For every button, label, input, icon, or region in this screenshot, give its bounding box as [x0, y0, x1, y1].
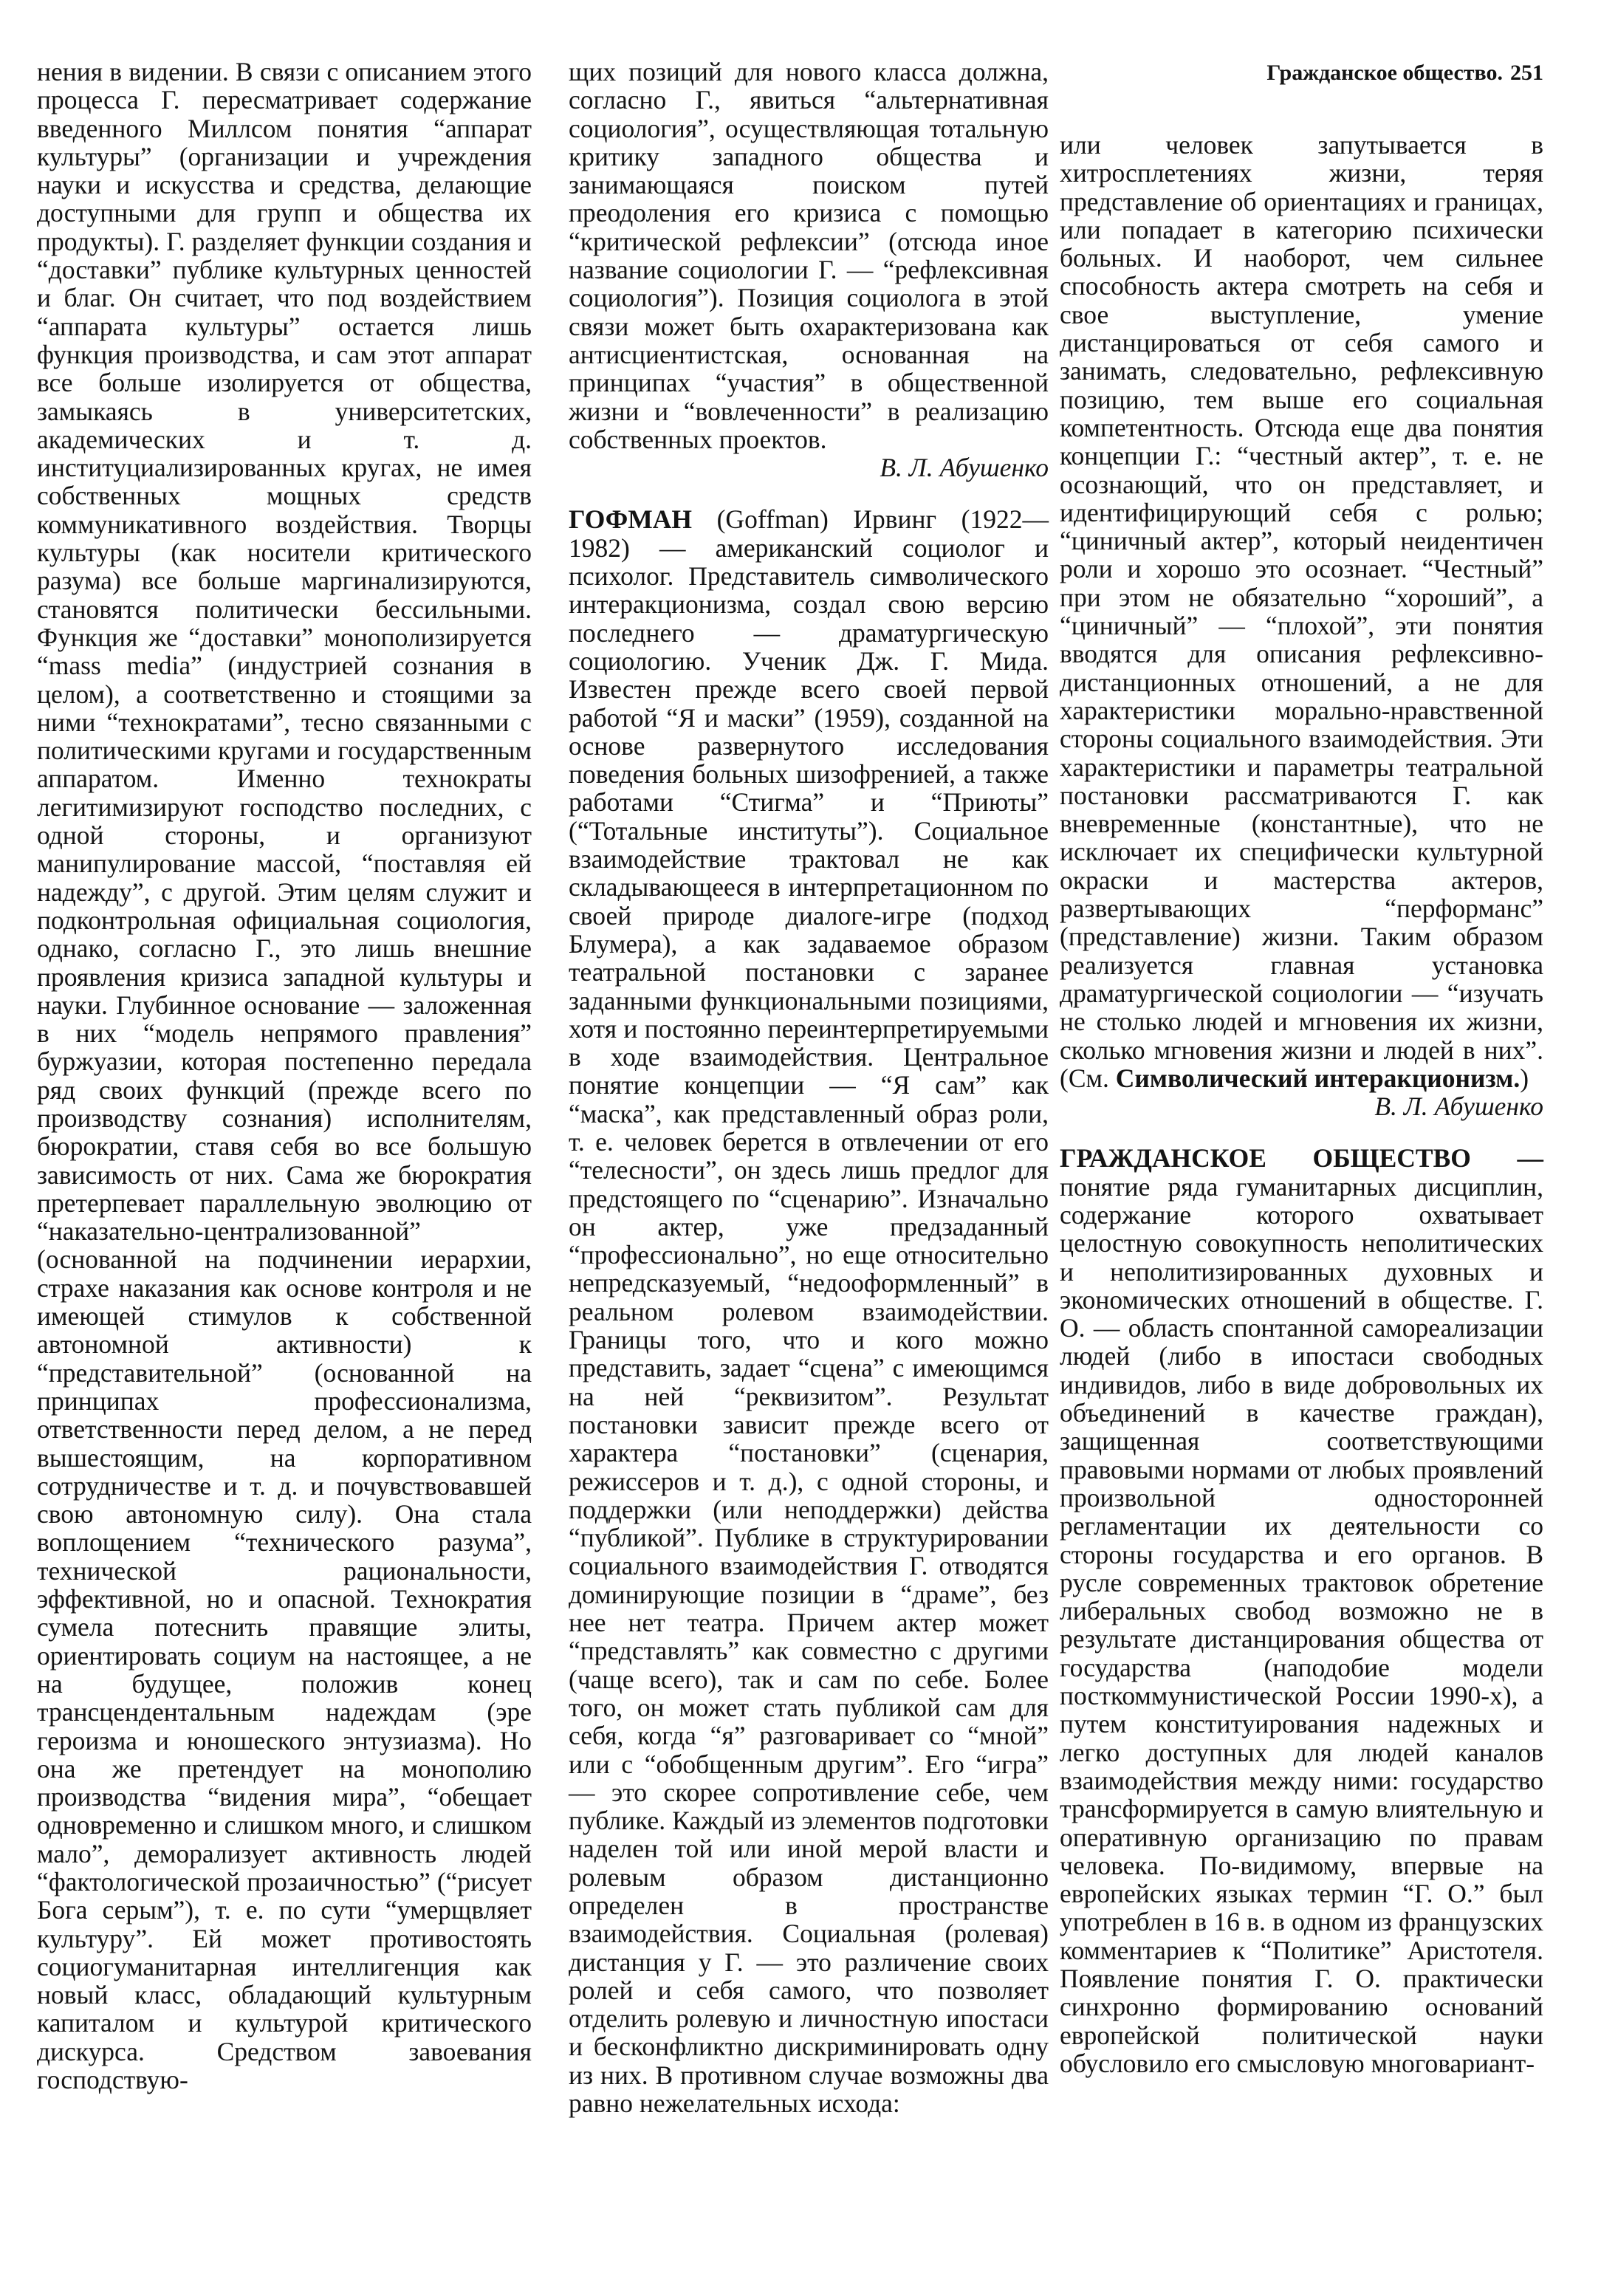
paragraph-continuation-end: щих позиций для нового класса должна, согласно Г., явиться “альтернативная социология”, осуществляющая тотальную критику западного общества и занимающаяся поиском путей преодоления его кризиса с помощью “критической рефлексии” (отсюда иное название социологии Г. — “рефлексивная социология”). Позиция социолога в этой связи может быть охарактеризована как антисциентистская, основанная на принципах “участия” в общественной жизни и “вовлеченности” в реализацию собственных проектов. [569, 57, 1049, 454]
entry-headword: ГОФМАН [569, 504, 692, 535]
entry-civil-society [1060, 1144, 1543, 2077]
cross-reference: Символический интеракционизм. [1115, 1063, 1521, 1093]
entry-headword: ГРАЖДАНСКОЕ ОБЩЕСТВО — [1060, 1143, 1543, 1173]
column-right [1060, 131, 1543, 2077]
page-number: 251 [1510, 61, 1543, 85]
entry-goffman [569, 505, 1049, 2117]
entry-latin-name: (Goffman) Ирвинг (1922—1982) [569, 504, 1049, 563]
running-header [1071, 61, 1543, 86]
entry-body: понятие ряда гуманитарных дисциплин, содержание которого охватывает целостную совокупность неполитических и неполитизированных духовных и экономических отношений в обществе. Г. О. — область спонтанной самореализации людей (либо в ипостаси свободных индивидов, либо в виде добровольных их объединений в качестве граждан), защищенная соответствующими правовыми нормами от любых проявлений произвольной односторонней регламентации их деятельности со стороны государства и его органов. В русле современных трактовок обретение либеральных свобод возможно не в результате дистанцирования общества от государства (наподобие модели посткоммунистической России 1990-х), а путем конституирования надежных и легко доступных для людей каналов взаимодействия между ними: государство трансформируется в самую влиятельную и оперативную организацию по правам человека. По-видимому, впервые на европейских языках термин “Г. О.” был употреблен в 16 в. в одном из французских комментариев к “Политике” Аристотеля. Появление понятия Г. О. практически синхронно формированию оснований европейской политической науки обусловило его смысловую многовариант- [1060, 1171, 1543, 2078]
running-header-title: Гражданское общество. [1266, 61, 1503, 85]
paragraph-goffman-continued [1060, 131, 1543, 1092]
column-middle [569, 58, 1049, 2117]
cross-reference-close: ) [1520, 1063, 1529, 1093]
author-signature: В. Л. Абушенко [880, 453, 1049, 483]
paragraph-continuation: нения в видении. В связи с описанием этого процесса Г. пересматривает содержание введенного Миллсом понятия “аппарат культуры” (организации и учреждения науки и искусства и средства, делающие доступными для групп и общества их продукты). Г. разделяет функции создания и “доставки” публике культурных ценностей и благ. Он считает, что под воздействием “аппарата культуры” остается лишь функция производства, и сам этот аппарат все больше изолируется от общества, замыкаясь в университетских, академических и т. д. институциализированных кругах, не имея собственных мощных средств коммуникативного воздействия. Творцы культуры (как носители критического разума) все больше маргинализируются, становятся политически бессильными. Функция же “доставки” монополизируется “mass media” (индустрией сознания в целом), а соответственно и стоящими за ними “технократами”, тесно связанными с политическими кругами и государственным аппаратом. Именно технократы легитимизируют господство последних, с одной стороны, и организуют манипулирование массой, “поставляя ей надежду”, с другой. Этим целям служит и подконтрольная официальная социология, однако, согласно Г., это лишь внешние проявления кризиса западной культуры и науки. Глубинное основание — заложенная в них “модель непрямого правления” буржуазии, которая постепенно передала ряд своих функций (прежде всего по производству сознания) исполнителям, бюрократии, ставя себя во все большую зависимость от них. Сама же бюрократия претерпевает параллельную эволюцию от “наказательно-централизованной” (основанной на подчинении иерархии, страхе наказания как основе контроля и не имеющей стимулов к собственной автономной активности) к “представительной” (основанной на принципах профессионализма, ответственности перед делом, а не перед вышестоящим, на корпоративном сотрудничестве и т. д. и почувствовавшей свою автономную силу). Она стала воплощением “технического разума”, технической рациональности, эффективной, но и опасной. Технократия сумела потеснить правящие элиты, ориентировать социум на настоящее, а не на будущее, положив конец трансцендентальным надеждам (эре героизма и юношеского энтузиазма). Но она же претендует на монополию производства “видения мира”, “обещает одновременно и слишком много, и слишком мало”, деморализует активность людей “фактологической прозаичностью” (“рисует Бога серым”), т. е. по сути “умерщвляет культуру”. Ей может противостоять социогуманитарная интеллигенция как новый класс, обладающий культурным капиталом и культурой критического дискурса. Средством завоевания господствую- [37, 57, 532, 2095]
paragraph-text: или человек запутывается в хитросплетениях жизни, теряя представление об ориентациях и границах, или попадает в категорию психически больных. И наоборот, чем сильнее способность актера смотреть на себя и свое выступление, умение дистанцироваться от себя самого и занимать, следовательно, рефлексивную позицию, тем выше его социальная компетентность. Отсюда еще два понятия концепции Г.: “честный актер”, т. е. не осознающий, что он представляет, и идентифицирующий себя с ролью; “циничный актер”, который неидентичен роли и хорошо это осознает. “Честный” при этом не обязательно “хороший”, а “циничный” — “плохой”, эти понятия вводятся для описания рефлексивно-дистанционных отношений, а не для характеристики морально-нравственной стороны социального взаимодействия. Эти характеристики и параметры театральной постановки рассматриваются Г. как вневременные (константные), что не исключает их специфически культурной окраски и мастерства актеров, развертывающих “перформанс” (представление) жизни. Таким образом реализуется главная установка драматургической социологии — “изучать не столько людей и мгновения их жизни, сколько мгновения жизни и людей в них”. (См. [1060, 130, 1543, 1093]
column-left [37, 58, 532, 2094]
entry-body: — американский социолог и психолог. Представитель символического интеракционизма, создал свою версию последнего — драматургическую социологию. Ученик Дж. Г. Мида. Известен прежде всего своей первой работой “Я и маски” (1959), созданной на основе развернутого исследования поведения больных шизофренией, а также работами “Стигма” и “Приюты” (“Тотальные институты”). Социальное взаимодействие трактовал не как складывающееся в интерпретационном по своей природе диалоге-игре (подход Блумера), а как задаваемое образом театральной постановки с заранее заданными функциональными позициями, хотя и постоянно переинтерпретируемыми в ходе взаимодействия. Центральное понятие концепции — “Я сам” как “маска”, как представленный образ роли, т. е. человек берется в отвлечении от его “телесности”, он здесь лишь предлог для предстоящего по “сценарию”. Изначально он актер, уже предзаданный “профессионально”, но еще относительно непредсказуемый, “недооформленный” в реальном ролевом взаимодействии. Границы того, что и кого можно представить, задает “сцена” с имеющимся на ней “реквизитом”. Результат постановки зависит прежде всего от характера “постановки” (сценария, режиссеров и т. д.), с одной стороны, и поддержки (или неподдержки) действа “публикой”. Публике в структурировании социального взаимодействия Г. отводятся доминирующие позиции в “драме”, без нее нет театра. Причем актер может “представлять” как совместно с другими (чаще всего), так и сам по себе. Более того, он может стать публикой сам для себя, когда “я” разговаривает со “мной” или с “обобщенным другим”. Его “игра” — это скорее сопротивление себе, чем публике. Каждый из элементов подготовки наделен той или иной мерой власти и ролевым образом дистанционно определен в пространстве взаимодействия. Социальная (ролевая) дистанция у Г. — это различение своих ролей и себя самого, что позволяет отделить ролевую и личностную ипостаси и бесконфликтно дискриминировать одну из них. В противном случае возможны два равно нежелательных исхода: [569, 532, 1049, 2119]
author-signature: В. Л. Абушенко [1374, 1092, 1543, 1122]
